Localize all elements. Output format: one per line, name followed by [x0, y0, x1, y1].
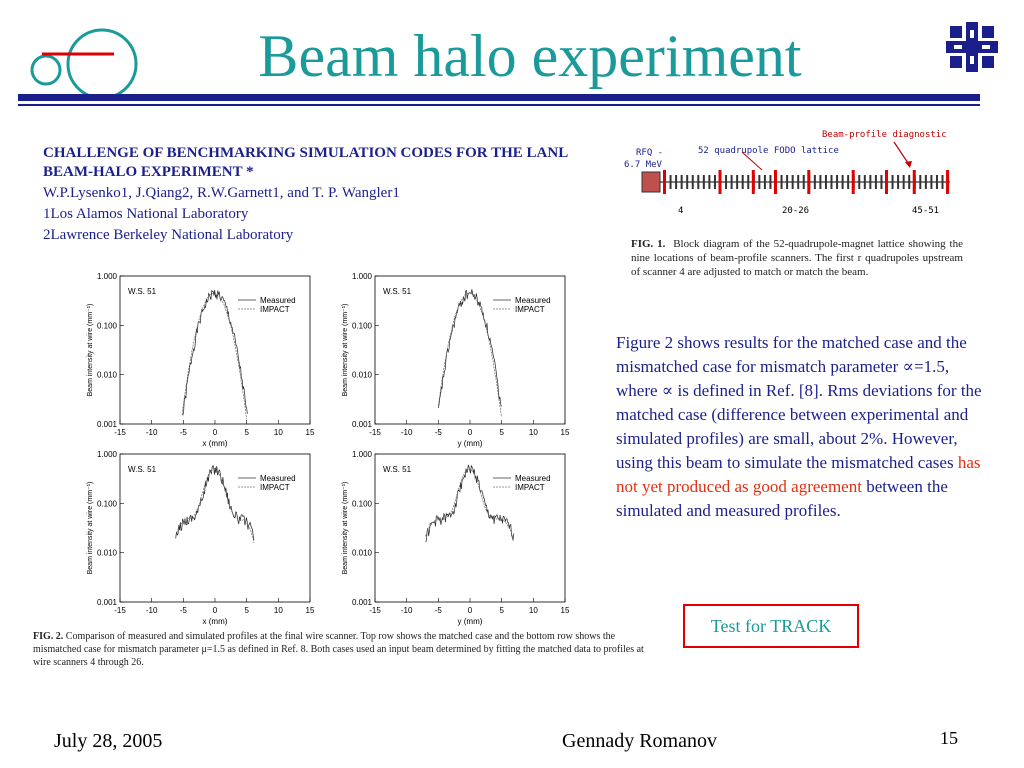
quadrupole	[942, 175, 944, 189]
x-tick-label: -10	[145, 606, 158, 615]
ws-label: W.S. 51	[383, 465, 412, 474]
y-tick-label: 0.010	[351, 370, 372, 380]
y-tick-label: 0.100	[96, 499, 117, 509]
y-tick-label: 0.010	[96, 370, 117, 380]
energy-label: 6.7 MeV	[624, 160, 662, 170]
lattice-diagram	[612, 126, 972, 226]
quadrupole	[919, 175, 921, 189]
series-measured	[176, 466, 254, 540]
quadrupole	[897, 175, 899, 189]
scanner-marker	[913, 170, 916, 194]
quad-arrow	[742, 152, 762, 170]
profile-plot-bottom-left	[87, 450, 315, 626]
quadrupole	[842, 175, 844, 189]
x-tick-label: -15	[369, 428, 381, 437]
paper-title: CHALLENGE OF BENCHMARKING SIMULATION CODES FOR THE LANL BEAM-HALO EXPERIMENT *	[43, 145, 568, 180]
quadrupole	[725, 175, 727, 189]
ws-label: W.S. 51	[128, 287, 157, 296]
quadrupole	[714, 175, 716, 189]
fig1-caption	[631, 237, 963, 279]
diagnostic-label: Beam-profile diagnostic	[822, 130, 947, 140]
slide-title: Beam halo experiment	[258, 23, 802, 89]
quadrupole	[930, 175, 932, 189]
fig1-caption-text: Block diagram of the 52-quadrupole-magnet lattice showing the nine locations of beam-profile scanners. The first r quadrupoles upstream of scanner 4 are adjusted to match or match the beam.	[631, 238, 963, 278]
title-rule-thin	[18, 104, 980, 106]
fig1-caption-head: FIG. 1.	[631, 238, 666, 250]
body-paragraph	[616, 331, 986, 523]
fig2-caption	[33, 630, 645, 669]
quadrupole	[908, 175, 910, 189]
x-tick-label: 15	[560, 428, 570, 437]
quadrupole	[814, 175, 816, 189]
quadrupole	[847, 175, 849, 189]
series-impact	[438, 293, 501, 417]
x-tick-label: 10	[273, 606, 283, 615]
quadrupole	[708, 175, 710, 189]
x-tick-label: 10	[273, 428, 283, 437]
scanner-4-label: 4	[678, 206, 684, 216]
quadrupole	[858, 175, 860, 189]
x-axis-label: x (mm)	[202, 439, 228, 448]
fig2-caption-text: Comparison of measured and simulated profiles at the final wire scanner. Top row shows the matched case and the bottom row shows the mismatched case for mismatch parameter μ=1.5 as defined in Ref. 8. Both cases used an input beam determined by fitting the matched data to profiles at wire scanners 4 through 26.	[33, 631, 644, 668]
y-tick-label: 0.100	[96, 321, 117, 331]
quadrupole	[792, 175, 794, 189]
y-tick-label: 0.001	[351, 598, 372, 607]
x-tick-label: 15	[305, 606, 315, 615]
body-text-1: Figure 2 shows results for the matched case and the mismatched case for mismatch parameter ∝=1.5, where ∝ is defined in Ref. [8]. Rms deviations for the matched case (difference between experimental and simulated profiles) are small, about 2%. However, using this beam to simulate the mismatched cases	[616, 333, 982, 472]
x-tick-label: 10	[528, 428, 538, 437]
legend-measured: Measured	[515, 296, 551, 305]
x-tick-label: -15	[369, 606, 381, 615]
scanner-marker	[719, 170, 722, 194]
y-axis-label: Beam intensity at wire (mm⁻¹)	[87, 481, 94, 575]
y-tick-label: 0.001	[351, 420, 372, 429]
paper-affiliation-1: 1Los Alamos National Laboratory	[43, 206, 249, 222]
x-tick-label: 0	[467, 606, 473, 615]
scanner-20-26-label: 20-26	[782, 206, 810, 216]
rfq-block	[642, 172, 660, 192]
x-tick-label: -5	[179, 428, 187, 437]
diag-arrowhead	[905, 161, 912, 168]
quadrupole	[825, 175, 827, 189]
x-tick-label: 5	[499, 606, 504, 615]
x-axis-label: y (mm)	[457, 617, 483, 626]
quadrupole	[819, 175, 821, 189]
y-axis-label: Beam intensity at wire (mm⁻¹)	[342, 303, 349, 397]
scanner-45-51-label: 45-51	[912, 206, 940, 216]
y-tick-label: 0.001	[96, 598, 117, 607]
paper-authors: W.P.Lysenko1, J.Qiang2, R.W.Garnett1, and T. P. Wangler1	[43, 185, 400, 201]
quadrupole	[681, 175, 683, 189]
quadrupole	[742, 175, 744, 189]
scanner-marker	[663, 170, 666, 194]
quadrupole	[797, 175, 799, 189]
quadrupole	[903, 175, 905, 189]
x-tick-label: 0	[212, 428, 218, 437]
quadrupole	[936, 175, 938, 189]
x-tick-label: -5	[434, 428, 442, 437]
x-tick-label: 5	[244, 606, 249, 615]
y-tick-label: 0.100	[351, 321, 372, 331]
x-tick-label: 15	[305, 428, 315, 437]
y-tick-label: 0.100	[351, 499, 372, 509]
series-impact	[176, 469, 254, 543]
sigma-circles-logo	[22, 18, 132, 90]
y-tick-label: 1.000	[351, 450, 372, 459]
quadrupole	[736, 175, 738, 189]
series-measured	[426, 465, 514, 542]
quadrupole	[892, 175, 894, 189]
legend-measured: Measured	[260, 296, 296, 305]
x-tick-label: 0	[212, 606, 218, 615]
quadrupole	[880, 175, 882, 189]
quadrupole	[803, 175, 805, 189]
body-highlight: has not yet produced as good agreement	[616, 453, 981, 496]
y-tick-label: 0.001	[96, 420, 117, 429]
quadrupole	[769, 175, 771, 189]
quadrupole	[692, 175, 694, 189]
y-tick-label: 1.000	[351, 272, 372, 281]
legend-measured: Measured	[260, 474, 296, 483]
x-axis-label: x (mm)	[202, 617, 228, 626]
x-axis-label: y (mm)	[457, 439, 483, 448]
legend-impact: IMPACT	[515, 483, 545, 492]
quadrupole	[670, 175, 672, 189]
quadrupole	[781, 175, 783, 189]
scanner-marker	[946, 170, 949, 194]
test-for-track-box: Test for TRACK	[683, 604, 859, 648]
quadrupole	[864, 175, 866, 189]
profile-plot-bottom-right	[342, 450, 570, 626]
quad-lattice-label: 52 quadrupole FODO lattice	[698, 146, 839, 156]
series-impact	[182, 293, 247, 420]
fermilab-logo	[944, 20, 1000, 74]
quadrupole	[758, 175, 760, 189]
quadrupole	[747, 175, 749, 189]
footer-page-number: 15	[940, 728, 958, 748]
footer-author: Gennady Romanov	[562, 730, 717, 752]
y-tick-label: 1.000	[96, 450, 117, 459]
y-tick-label: 1.000	[96, 272, 117, 281]
x-tick-label: -5	[434, 606, 442, 615]
quadrupole	[831, 175, 833, 189]
series-measured	[183, 290, 248, 416]
ws-label: W.S. 51	[383, 287, 412, 296]
quadrupole	[703, 175, 705, 189]
ws-label: W.S. 51	[128, 465, 157, 474]
quadrupole	[836, 175, 838, 189]
x-tick-label: -5	[179, 606, 187, 615]
y-axis-label: Beam intensity at wire (mm⁻¹)	[87, 303, 94, 397]
quadrupole	[686, 175, 688, 189]
scanner-marker	[885, 170, 888, 194]
legend-impact: IMPACT	[515, 305, 545, 314]
x-tick-label: 0	[467, 428, 473, 437]
quadrupole	[869, 175, 871, 189]
profile-plot-top-right	[342, 272, 570, 448]
paper-affiliation-2: 2Lawrence Berkeley National Laboratory	[43, 227, 294, 243]
scanner-marker	[752, 170, 755, 194]
x-tick-label: -15	[114, 428, 126, 437]
series-impact	[426, 469, 514, 541]
x-tick-label: -10	[400, 606, 413, 615]
x-tick-label: -10	[400, 428, 413, 437]
quadrupole	[731, 175, 733, 189]
x-tick-label: 5	[244, 428, 249, 437]
quadrupole	[925, 175, 927, 189]
x-tick-label: -10	[145, 428, 158, 437]
x-tick-label: 15	[560, 606, 570, 615]
body-text-2: between the simulated and measured profiles.	[616, 477, 948, 520]
y-tick-label: 0.010	[351, 548, 372, 558]
quadrupole	[875, 175, 877, 189]
rfq-label: RFQ -	[636, 148, 664, 158]
quadrupole	[764, 175, 766, 189]
legend-measured: Measured	[515, 474, 551, 483]
y-axis-label: Beam intensity at wire (mm⁻¹)	[342, 481, 349, 575]
footer-date: July 28, 2005	[54, 730, 163, 752]
legend-impact: IMPACT	[260, 483, 290, 492]
fig2-caption-head: FIG. 2.	[33, 631, 64, 642]
legend-impact: IMPACT	[260, 305, 290, 314]
y-tick-label: 0.010	[96, 548, 117, 558]
x-tick-label: 10	[528, 606, 538, 615]
profile-plots	[87, 268, 610, 626]
scanner-marker	[774, 170, 777, 194]
profile-plot-top-left	[87, 272, 315, 448]
quadrupole	[697, 175, 699, 189]
x-tick-label: 5	[499, 428, 504, 437]
x-tick-label: -15	[114, 606, 126, 615]
quadrupole	[675, 175, 677, 189]
scanner-marker	[807, 170, 810, 194]
title-rule-thick	[18, 94, 980, 101]
quadrupole	[786, 175, 788, 189]
scanner-marker	[852, 170, 855, 194]
